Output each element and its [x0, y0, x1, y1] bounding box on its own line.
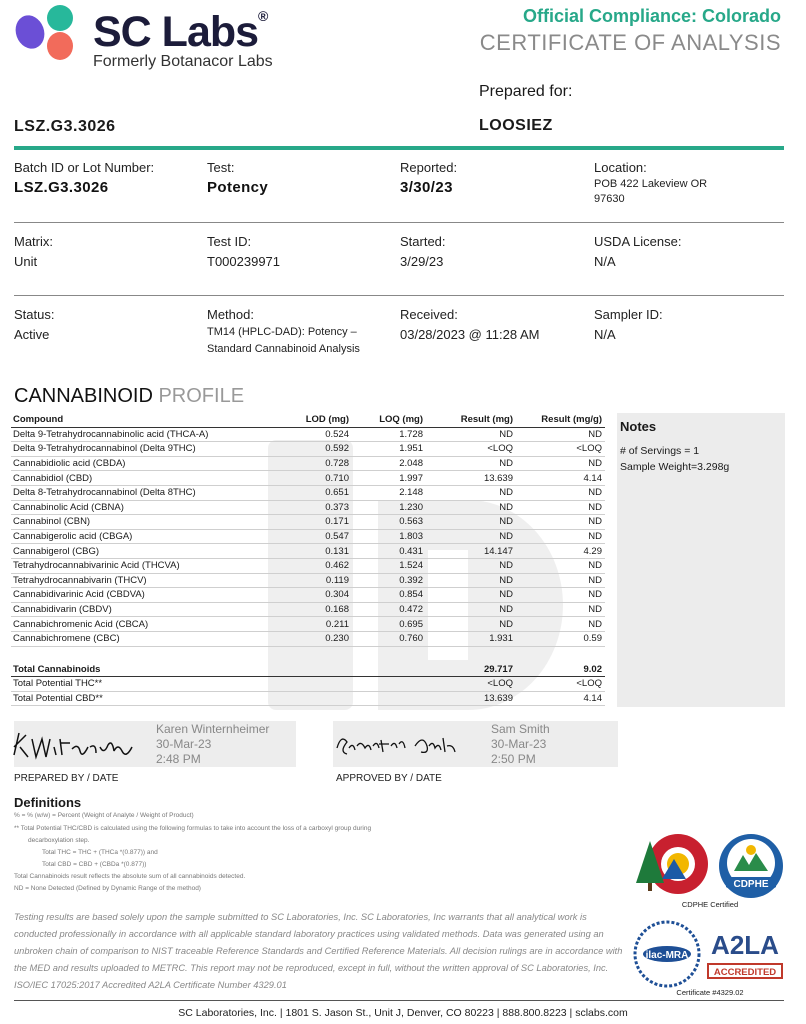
lod-cell: 0.592 — [325, 443, 349, 455]
svg-text:A2LA: A2LA — [711, 930, 779, 960]
compound-cell: Tetrahydrocannabivarinic Acid (THCVA) — [13, 560, 180, 572]
result-mg-cell: ND — [499, 604, 513, 616]
result-mg-cell: ND — [499, 531, 513, 543]
lod-cell: 0.547 — [325, 531, 349, 543]
total-cbd-row — [11, 692, 605, 707]
result-mgg-cell: ND — [588, 618, 602, 630]
result-mg-cell: ND — [499, 458, 513, 470]
brand-subtitle: Formerly Botanacor Labs — [93, 53, 273, 70]
cbd-mg: 13.639 — [483, 692, 513, 704]
loq-cell: 0.760 — [399, 633, 423, 645]
svg-text:ilac-MRA: ilac-MRA — [645, 950, 689, 961]
result-mgg-cell: ND — [588, 531, 602, 543]
cdphe-caption: CDPHE Certified — [681, 900, 739, 909]
prepared-time: 2:48 PM — [156, 752, 201, 766]
lod-cell: 0.524 — [325, 428, 349, 440]
table-row — [11, 530, 605, 545]
certificate-caption: Certificate #4329.02 — [676, 988, 744, 997]
result-mgg-cell: 0.59 — [583, 633, 602, 645]
compound-cell: Cannabidiol (CBD) — [13, 472, 93, 484]
compound-cell: Cannabichromenic Acid (CBCA) — [13, 618, 149, 630]
cdphe-badge-icon — [718, 833, 784, 899]
table-row — [11, 544, 605, 559]
definition-item: % = % (w/w) = Percent (Weight of Analyte / Weight of Product) — [14, 812, 194, 819]
cannabinoid-table — [11, 413, 605, 706]
colorado-seal-icon — [632, 831, 712, 897]
approved-by-label: APPROVED BY / DATE — [336, 773, 442, 784]
usda-value: N/A — [594, 254, 616, 269]
table-row — [11, 486, 605, 501]
loq-cell: 1.997 — [399, 472, 423, 484]
sampler-label: Sampler ID: — [594, 307, 663, 322]
reported-label: Reported: — [400, 160, 458, 175]
definition-item: Total CBD = CBD + (CBDa *(0.877)) — [42, 861, 147, 868]
cbd-label: Total Potential CBD** — [13, 692, 103, 704]
thc-mg: <LOQ — [487, 678, 513, 690]
compound-cell: Cannabinol (CBN) — [13, 516, 91, 528]
result-mgg-cell: ND — [588, 487, 602, 499]
header-divider — [14, 146, 784, 150]
result-mgg-cell: ND — [588, 458, 602, 470]
test-value: Potency — [207, 179, 269, 196]
header-lod: LOD (mg) — [305, 414, 349, 426]
test-label: Test: — [207, 160, 235, 175]
lod-cell: 0.131 — [325, 545, 349, 557]
notes-title: Notes — [620, 419, 657, 434]
received-value: 03/28/2023 @ 11:28 AM — [400, 327, 540, 342]
compound-cell: Cannabidivarin (CBDV) — [13, 604, 112, 616]
table-spacer — [11, 647, 605, 663]
loq-cell: 1.230 — [399, 501, 423, 513]
status-label: Status: — [14, 307, 55, 322]
notes-sample-weight: Sample Weight=3.298g — [620, 461, 730, 473]
compliance-title: Official Compliance: Colorado — [522, 6, 781, 26]
cbd-mgg: 4.14 — [583, 692, 602, 704]
definition-item: Total THC = THC + (THCa *(0.877)) and — [42, 849, 158, 856]
table-row — [11, 617, 605, 632]
total-mgg: 9.02 — [583, 663, 602, 675]
reported-value: 3/30/23 — [400, 179, 453, 196]
loq-cell: 1.803 — [399, 531, 423, 543]
header-result-mg: Result (mg) — [460, 414, 513, 426]
lod-cell: 0.651 — [325, 487, 349, 499]
loq-cell: 1.524 — [399, 560, 423, 572]
loq-cell: 0.854 — [399, 589, 423, 601]
svg-text:CDPHE: CDPHE — [733, 879, 769, 890]
loq-cell: 0.472 — [399, 604, 423, 616]
lod-cell: 0.728 — [325, 458, 349, 470]
prepared-name: Karen Winternheimer — [156, 722, 270, 736]
notes-panel — [617, 413, 785, 707]
sampler-value: N/A — [594, 327, 616, 342]
sc-labs-logo-icon — [14, 2, 78, 64]
footer-divider — [14, 1000, 784, 1001]
notes-servings: # of Servings = 1 — [620, 445, 700, 457]
lod-cell: 0.462 — [325, 560, 349, 572]
result-mg-cell: 13.639 — [483, 472, 513, 484]
loq-cell: 2.148 — [399, 487, 423, 499]
usda-label: USDA License: — [594, 234, 682, 249]
definition-item: ** Total Potential THC/CBD is calculated using the following formulas to take into account the loss of a carboxyl group during — [14, 825, 372, 832]
svg-text:ACCREDITED: ACCREDITED — [713, 967, 777, 978]
compound-cell: Delta 9-Tetrahydrocannabinol (Delta 9THC) — [13, 443, 196, 455]
table-row — [11, 457, 605, 472]
compound-cell: Tetrahydrocannabivarin (THCV) — [13, 574, 147, 586]
table-row — [11, 559, 605, 574]
total-label: Total Cannabinoids — [13, 663, 101, 675]
compound-cell: Cannabigerolic acid (CBGA) — [13, 531, 133, 543]
result-mgg-cell: ND — [588, 560, 602, 572]
a2la-accredited-icon — [706, 924, 784, 980]
location-value-line1: POB 422 Lakeview OR — [594, 178, 708, 190]
location-value-line2: 97630 — [594, 193, 625, 205]
loq-cell: 1.728 — [399, 428, 423, 440]
method-value-line2: Standard Cannabinoid Analysis — [207, 343, 360, 355]
table-row — [11, 442, 605, 457]
compound-cell: Cannabichromene (CBC) — [13, 633, 120, 645]
result-mgg-cell: ND — [588, 589, 602, 601]
total-thc-row — [11, 677, 605, 692]
batch-value: LSZ.G3.3026 — [14, 179, 109, 196]
compound-cell: Cannabidiolic acid (CBDA) — [13, 458, 126, 470]
table-row — [11, 632, 605, 647]
started-value: 3/29/23 — [400, 254, 444, 269]
table-header-row — [11, 413, 605, 428]
total-mg: 29.717 — [483, 663, 513, 675]
lod-cell: 0.171 — [325, 516, 349, 528]
table-row — [11, 574, 605, 589]
table-row — [11, 471, 605, 486]
compound-cell: Cannabigerol (CBG) — [13, 545, 100, 557]
prepared-signature — [10, 725, 135, 765]
result-mgg-cell: ND — [588, 574, 602, 586]
method-value-line1: TM14 (HPLC-DAD): Potency – — [207, 326, 357, 338]
matrix-label: Matrix: — [14, 234, 53, 249]
header-compound: Compound — [13, 414, 64, 426]
location-label: Location: — [594, 160, 647, 175]
lod-cell: 0.119 — [325, 574, 349, 586]
definitions-title: Definitions — [14, 795, 82, 810]
prepared-by-label: PREPARED BY / DATE — [14, 773, 119, 784]
definition-item: ND = None Detected (Defined by Dynamic Range of the method) — [14, 885, 201, 892]
table-row — [11, 588, 605, 603]
document-type: CERTIFICATE OF ANALYSIS — [479, 30, 781, 55]
table-row — [11, 603, 605, 618]
loq-cell: 0.695 — [399, 618, 423, 630]
result-mgg-cell: ND — [588, 516, 602, 528]
disclaimer-text: Testing results are based solely upon the sample submitted to SC Laboratories, Inc. SC Laboratories, Inc warrants that all analytical work is conducted professionally in accordance with all applicable standard laboratory practices using validated methods. Data was generated using an unbroken chain of comparison to NIST traceable Reference Standards and Certified Reference Materials. All decision rulings are in accordance with the MED and results uploaded to METRC. This report may not be reproduced, except in full, without the written approval of SC Laboratories, Inc. ISO/IEC 17025:2017 Accredited A2LA Certificate Number 4329.01 — [14, 912, 623, 990]
approved-time: 2:50 PM — [491, 752, 536, 766]
started-label: Started: — [400, 234, 446, 249]
definition-item: Total Cannabinoids result reflects the absolute sum of all cannabinoids detected. — [14, 873, 246, 880]
result-mg-cell: 14.147 — [483, 545, 513, 557]
loq-cell: 0.563 — [399, 516, 423, 528]
prepared-date: 30-Mar-23 — [156, 737, 212, 751]
brand-name: SC Labs® — [93, 8, 268, 56]
result-mg-cell: ND — [499, 487, 513, 499]
ilac-mra-icon — [630, 920, 704, 988]
loq-cell: 0.431 — [399, 545, 423, 557]
loq-cell: 1.951 — [399, 443, 423, 455]
batch-label: Batch ID or Lot Number: — [14, 160, 155, 175]
table-row — [11, 501, 605, 516]
result-mg-cell: 1.931 — [489, 633, 513, 645]
table-row — [11, 515, 605, 530]
test-id-label: Test ID: — [207, 234, 252, 249]
client-name: LOOSIEZ — [479, 117, 553, 134]
prepared-for-label: Prepared for: — [479, 83, 573, 100]
total-cannabinoids-row — [11, 663, 605, 678]
lod-cell: 0.211 — [325, 618, 349, 630]
method-label: Method: — [207, 307, 254, 322]
cannabinoid-profile-title: CANNABINOID PROFILE — [14, 385, 245, 407]
lod-cell: 0.304 — [325, 589, 349, 601]
compound-cell: Delta 8-Tetrahydrocannabinol (Delta 8THC) — [13, 487, 196, 499]
footer-text: SC Laboratories, Inc. | 1801 S. Jason St., Unit J, Denver, CO 80223 | 888.800.8223 | sclabs.com — [178, 1007, 628, 1019]
result-mgg-cell: ND — [588, 604, 602, 616]
divider — [14, 295, 784, 296]
compound-cell: Cannabinolic Acid (CBNA) — [13, 501, 124, 513]
lod-cell: 0.230 — [325, 633, 349, 645]
result-mgg-cell: <LOQ — [576, 443, 602, 455]
approved-signature — [333, 726, 463, 760]
approved-date: 30-Mar-23 — [491, 737, 547, 751]
result-mg-cell: ND — [499, 501, 513, 513]
lot-id: LSZ.G3.3026 — [14, 118, 116, 135]
loq-cell: 2.048 — [399, 458, 423, 470]
result-mg-cell: ND — [499, 428, 513, 440]
divider — [14, 222, 784, 223]
result-mg-cell: ND — [499, 516, 513, 528]
compound-cell: Cannabidivarinic Acid (CBDVA) — [13, 589, 145, 601]
result-mgg-cell: ND — [588, 428, 602, 440]
thc-mgg: <LOQ — [576, 678, 602, 690]
lod-cell: 0.373 — [325, 501, 349, 513]
status-value: Active — [14, 327, 50, 342]
matrix-value: Unit — [14, 254, 38, 269]
received-label: Received: — [400, 307, 458, 322]
result-mg-cell: <LOQ — [487, 443, 513, 455]
result-mgg-cell: 4.29 — [583, 545, 602, 557]
header-loq: LOQ (mg) — [379, 414, 423, 426]
result-mg-cell: ND — [499, 560, 513, 572]
lod-cell: 0.710 — [325, 472, 349, 484]
header-result-mgg: Result (mg/g) — [541, 414, 602, 426]
result-mg-cell: ND — [499, 574, 513, 586]
result-mg-cell: ND — [499, 618, 513, 630]
result-mgg-cell: 4.14 — [583, 472, 602, 484]
approved-name: Sam Smith — [491, 722, 550, 736]
test-id-value: T000239971 — [207, 254, 281, 269]
loq-cell: 0.392 — [399, 574, 423, 586]
table-row — [11, 428, 605, 443]
result-mgg-cell: ND — [588, 501, 602, 513]
definition-item: decarboxylation step. — [28, 837, 90, 844]
thc-label: Total Potential THC** — [13, 678, 103, 690]
result-mg-cell: ND — [499, 589, 513, 601]
lod-cell: 0.168 — [325, 604, 349, 616]
compound-cell: Delta 9-Tetrahydrocannabinolic acid (THCA-A) — [13, 428, 209, 440]
